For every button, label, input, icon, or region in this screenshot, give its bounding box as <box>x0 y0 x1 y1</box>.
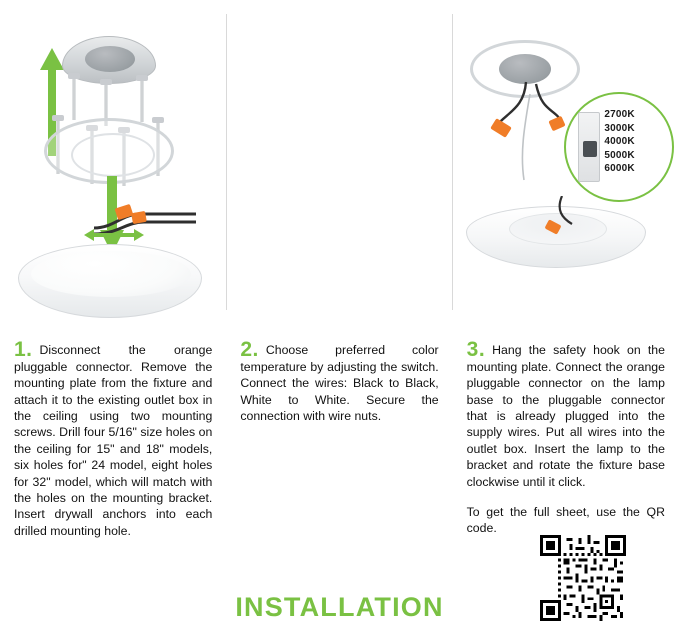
step-1-text: Disconnect the orange pluggable connector. Remove the mounting plate from the fixture and attach it to the existing outlet box in the ceiling using two mounting screws. Drill four 5/16" size holes on the ceiling for 15" and 18" models, six holes for" 24 model, eight holes for 32" model, which will match with the holes on the mounting bracket. Insert drywall anchors into each drilled mounting hole. <box>14 343 213 538</box>
step-2-paragraph <box>240 338 439 424</box>
cct-option-3000k[interactable]: 3000K <box>604 122 635 134</box>
cct-option-5000k[interactable]: 5000K <box>604 149 635 161</box>
panel-divider <box>226 14 227 310</box>
step-1-number: 1. <box>14 338 33 362</box>
step-2-text: Choose preferred color temperature by adjusting the switch. Connect the wires: Black to Black, White to White. Secure the connection with wire nuts. <box>240 343 439 423</box>
step-1-paragraph <box>14 338 213 539</box>
step-3-text: Hang the safety hook on the mounting plate. Connect the orange pluggable connector on the lamp base to the pluggable connector that is already plugged into the supply wires. Put all wires into the outlet box. Insert the lamp to the bracket and rotate the fixture base clockwise until it click. <box>466 343 665 489</box>
cct-option-2700k[interactable]: 2700K <box>604 109 635 120</box>
panel-3-illustration <box>453 0 679 322</box>
mounting-screw <box>72 78 76 120</box>
mounting-screw <box>140 80 144 122</box>
steps-section <box>0 330 679 551</box>
panel-divider <box>452 14 453 310</box>
footer-title: INSTALLATION <box>235 592 444 622</box>
cct-option-6000k[interactable]: 6000K <box>604 163 635 174</box>
cct-option-4000k[interactable]: 4000K <box>604 136 635 147</box>
step-2-number: 2. <box>240 338 259 362</box>
panel-1-illustration <box>0 0 226 322</box>
step-1 <box>0 330 226 551</box>
lamp-fixture <box>18 244 202 318</box>
panel-2-illustration <box>226 0 635 322</box>
step-3-paragraph <box>466 338 665 490</box>
step-2 <box>226 330 452 551</box>
step-3-number: 3. <box>466 338 486 362</box>
qr-note: To get the full sheet, use the QR code. <box>466 504 665 536</box>
mounting-plate <box>44 118 174 184</box>
green-double-arrow-icon <box>84 228 144 242</box>
step-3 <box>453 330 679 551</box>
